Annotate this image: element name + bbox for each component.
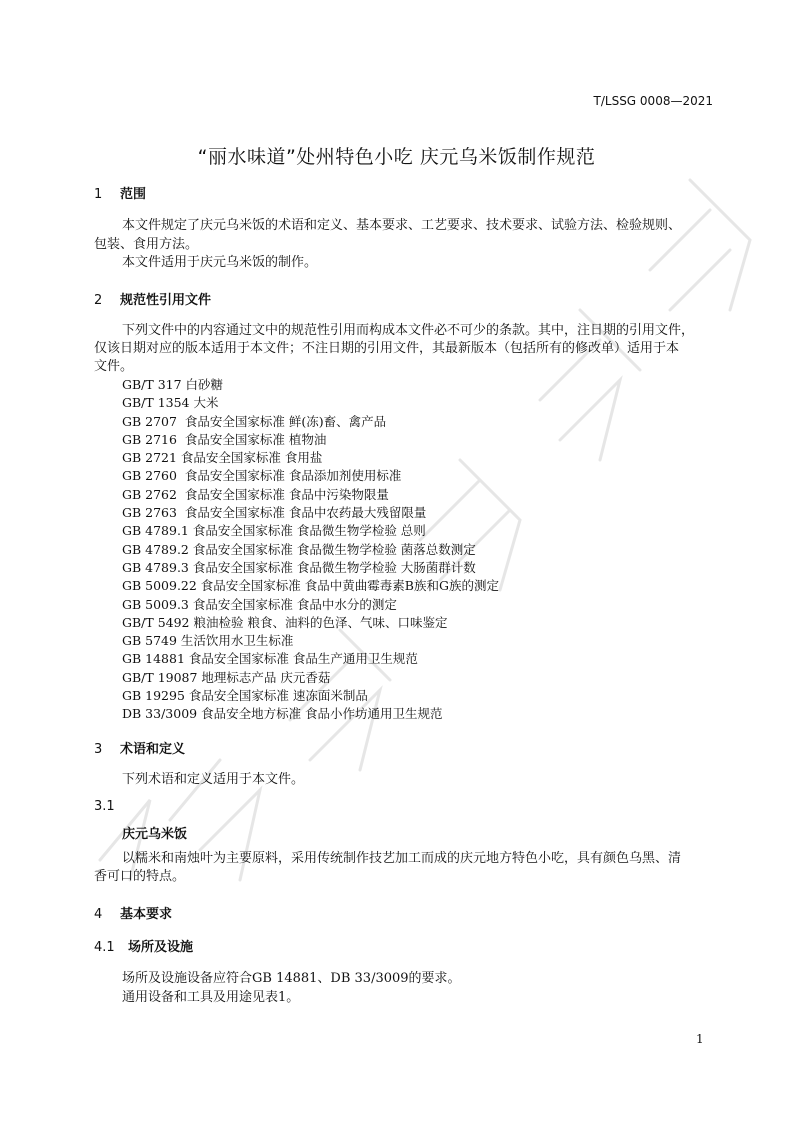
reference-item: GB/T 5492 粮油检验 粮食、油料的色泽、气味、口味鉴定 [122, 614, 448, 630]
reference-item: GB/T 1354 大米 [122, 395, 219, 411]
section-title: 术语和定义 [120, 742, 186, 757]
section-number: 3 [94, 742, 103, 757]
section-number: 4 [94, 907, 103, 922]
section-number: 1 [94, 187, 103, 202]
section-3-heading [94, 738, 185, 757]
scope-paragraph-2: 本文件适用于庆元乌米饭的制作。 [122, 255, 318, 270]
section-1-heading [94, 183, 146, 202]
reference-item: GB 5009.3 食品安全国家标准 食品中水分的测定 [122, 596, 397, 612]
reference-item: GB 2721 食品安全国家标准 食用盐 [122, 450, 323, 466]
reference-item: GB 14881 食品安全国家标准 食品生产通用卫生规范 [122, 651, 418, 667]
references-intro-1: 下列文件中的内容通过文中的规范性引用而构成本文件必不可少的条款。其中，注日期的引用文件， [122, 323, 695, 338]
reference-item: GB 2763 食品安全国家标准 食品中农药最大残留限量 [122, 505, 427, 521]
reference-item: GB/T 19087 地理标志产品 庆元香菇 [122, 669, 331, 685]
reference-item: GB 2762 食品安全国家标准 食品中污染物限量 [122, 486, 389, 502]
reference-item: GB 2760 食品安全国家标准 食品添加剂使用标准 [122, 468, 402, 484]
term-name: 庆元乌米饭 [122, 827, 188, 842]
reference-item: GB 19295 食品安全国家标准 速冻面米制品 [122, 688, 368, 704]
section-title: 规范性引用文件 [120, 293, 212, 308]
reference-item: GB 2707 食品安全国家标准 鲜(冻)畜、禽产品 [122, 413, 387, 429]
term-definition-2: 香可口的特点。 [94, 869, 186, 884]
reference-list [122, 376, 499, 724]
references-intro-3: 文件。 [94, 359, 134, 374]
reference-item: DB 33/3009 食品安全地方标准 食品小作坊通用卫生规范 [122, 706, 443, 722]
term-definition-1: 以糯米和南烛叶为主要原料，采用传统制作技艺加工而成的庆元地方特色小吃，具有颜色乌黑、清 [122, 851, 682, 866]
reference-item: GB 4789.2 食品安全国家标准 食品微生物学检验 菌落总数测定 [122, 541, 476, 557]
section-4-heading [94, 903, 172, 922]
section-2-heading [94, 289, 211, 308]
reference-item: GB 5749 生活饮用水卫生标准 [122, 633, 294, 649]
reference-item: GB 4789.3 食品安全国家标准 食品微生物学检验 大肠菌群计数 [122, 559, 476, 575]
clause-3-1-number: 3.1 [94, 799, 115, 814]
reference-item: GB 2716 食品安全国家标准 植物油 [122, 431, 327, 447]
reference-item: GB 5009.22 食品安全国家标准 食品中黄曲霉毒素B族和G族的测定 [122, 578, 499, 594]
facilities-paragraph-2: 通用设备和工具及用途见表1。 [122, 990, 300, 1005]
section-number: 2 [94, 293, 103, 308]
scope-paragraph-1b: 包装、食用方法。 [94, 237, 199, 252]
section-title: 范围 [120, 187, 147, 202]
clause-title: 场所及设施 [128, 940, 194, 955]
references-intro-2: 仅该日期对应的版本适用于本文件；不注日期的引用文件，其最新版本（包括所有的修改单）适用于本 [94, 341, 680, 356]
page-number: 1 [696, 1032, 704, 1046]
terms-intro: 下列术语和定义适用于本文件。 [122, 772, 305, 787]
document-title: “丽水味道”处州特色小吃 庆元乌米饭制作规范 [197, 146, 596, 168]
clause-number: 4.1 [94, 940, 115, 955]
facilities-paragraph-1: 场所及设施设备应符合GB 14881、DB 33/3009的要求。 [122, 971, 461, 986]
section-title: 基本要求 [120, 907, 173, 922]
scope-paragraph-1a: 本文件规定了庆元乌米饭的术语和定义、基本要求、工艺要求、技术要求、试验方法、检验规则、 [122, 218, 682, 233]
reference-item: GB 4789.1 食品安全国家标准 食品微生物学检验 总则 [122, 523, 426, 539]
document-code: T/LSSG 0008—2021 [593, 94, 713, 108]
clause-4-1-heading [94, 936, 193, 955]
reference-item: GB/T 317 白砂糖 [122, 377, 224, 392]
